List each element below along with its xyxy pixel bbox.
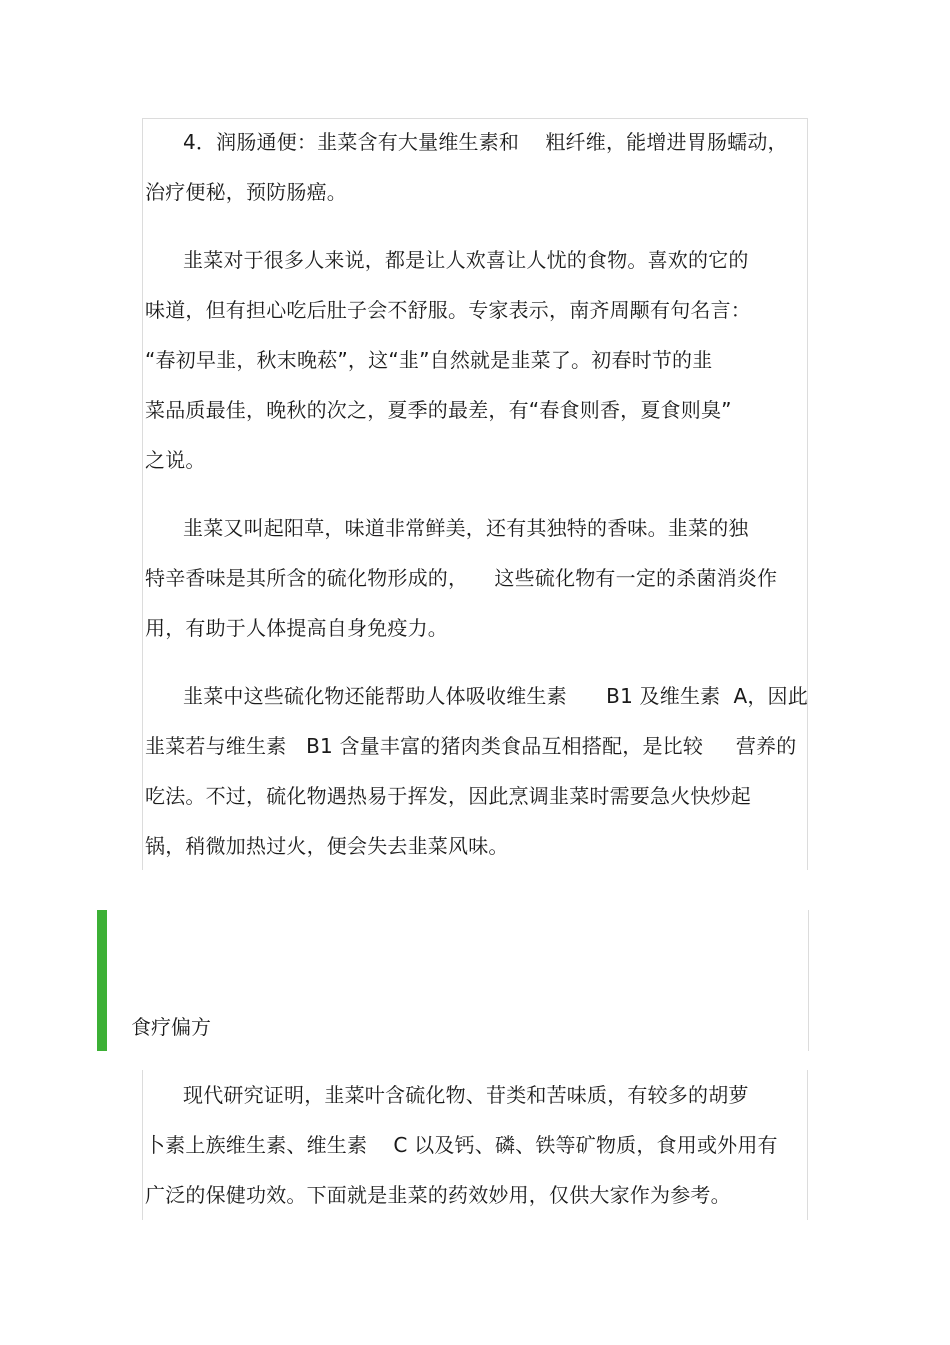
paragraph-3-line-2: 特辛香味是其所含的硫化物形成的， 这些硫化物有一定的杀菌消炎作 (145, 566, 778, 590)
article-content-box (142, 118, 808, 870)
paragraph-5-line-1: 现代研究证明，韭菜叶含硫化物、苷类和苦味质，有较多的胡萝 (183, 1083, 749, 1107)
paragraph-4-line-3: 吃法。不过，硫化物遇热易于挥发，因此烹调韭菜时需要急火快炒起 (145, 784, 751, 808)
section-heading-box (107, 910, 809, 1051)
section-accent-bar (97, 910, 107, 1051)
paragraph-2-line-4: 菜品质最佳，晚秋的次之，夏季的最差，有“春食则香，夏食则臭” (145, 398, 732, 422)
paragraph-5-line-3: 广泛的保健功效。下面就是韭菜的药效妙用，仅供大家作为参考。 (145, 1183, 731, 1207)
paragraph-5-line-2: 卜素上族维生素、维生素 C 以及钙、磷、铁等矿物质，食用或外用有 (145, 1133, 778, 1157)
paragraph-2-line-3: “春初早韭，秋末晚菘”，这“韭”自然就是韭菜了。初春时节的韭 (145, 348, 713, 372)
paragraph-4-line-1: 韭菜中这些硫化物还能帮助人体吸收维生素 B1 及维生素 A，因此 (183, 684, 808, 708)
section-content-box (142, 1070, 808, 1220)
paragraph-4-line-2: 韭菜若与维生素 B1 含量丰富的猪肉类食品互相搭配，是比较 营养的 (145, 734, 797, 758)
paragraph-2-line-5: 之说。 (145, 448, 206, 472)
paragraph-3-line-1: 韭菜又叫起阳草，味道非常鲜美，还有其独特的香味。韭菜的独 (183, 516, 749, 540)
paragraph-3-line-3: 用，有助于人体提高自身免疫力。 (145, 616, 448, 640)
paragraph-4-line-4: 锅，稍微加热过火，便会失去韭菜风味。 (145, 834, 509, 858)
paragraph-1-line-2: 治疗便秘，预防肠癌。 (145, 180, 347, 204)
paragraph-2-line-1: 韭菜对于很多人来说，都是让人欢喜让人忧的食物。喜欢的它的 (183, 248, 749, 272)
section-title: 食疗偏方 (131, 1015, 211, 1039)
paragraph-1-line-1: 4．润肠通便：韭菜含有大量维生素和 粗纤维，能增进胃肠蠕动， (183, 130, 788, 154)
paragraph-2-line-2: 味道，但有担心吃后肚子会不舒服。专家表示，南齐周颙有句名言： (145, 298, 751, 322)
